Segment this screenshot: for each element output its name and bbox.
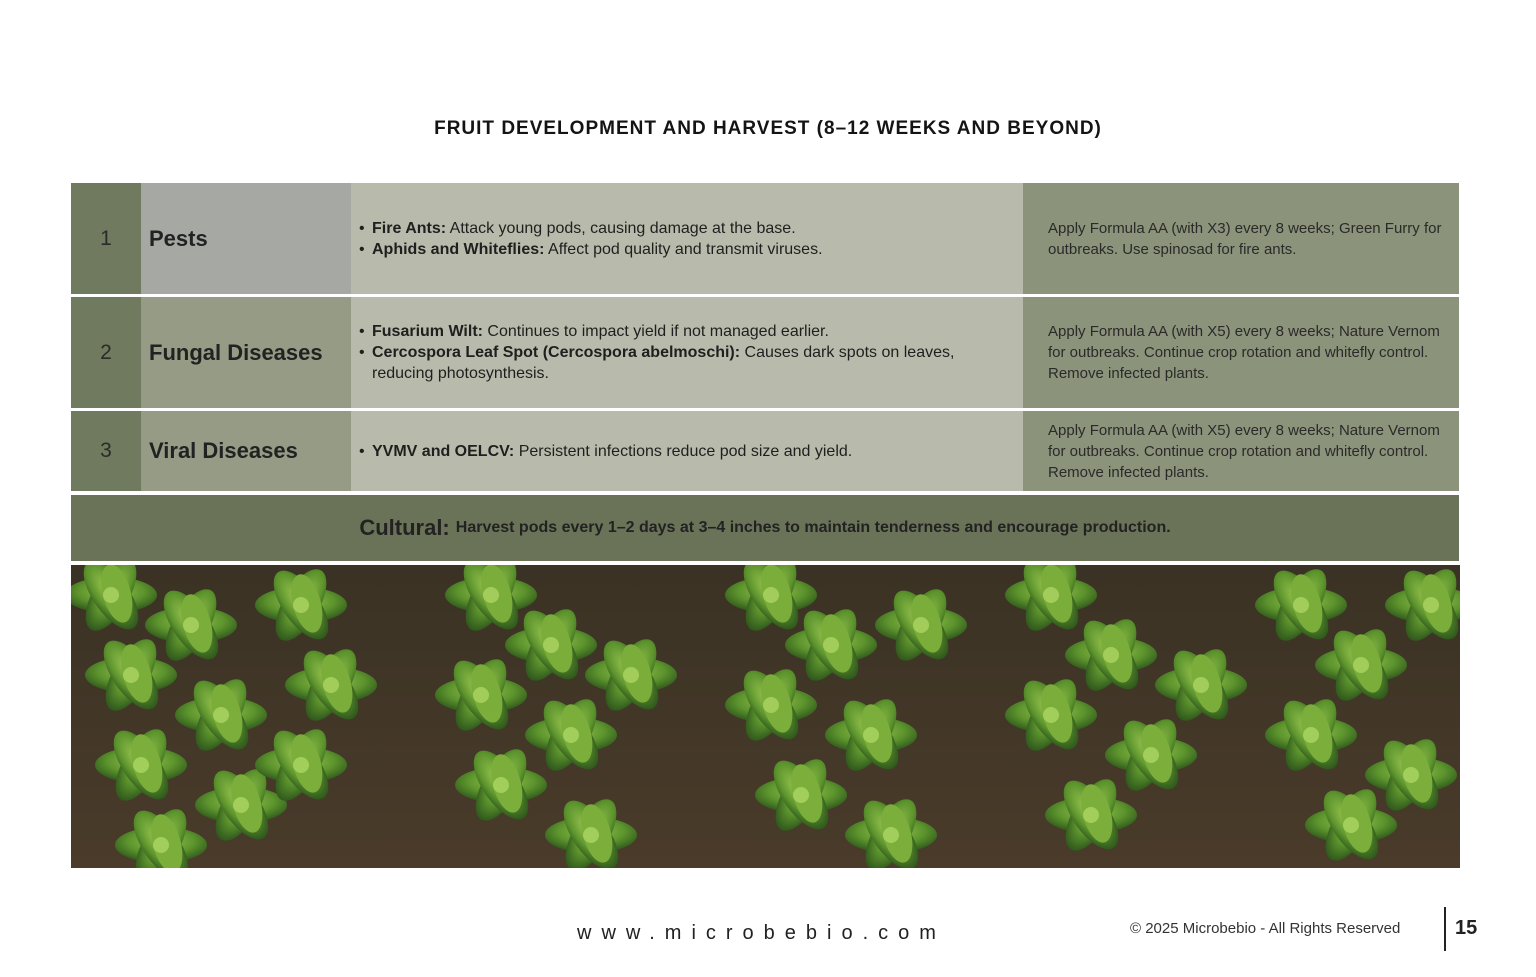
cultural-label: Cultural: [359, 515, 450, 540]
list-item [357, 441, 852, 462]
row-category: Viral Diseases [141, 411, 351, 491]
row-treatment: Apply Formula AA (with X5) every 8 weeks; Nature Vernom for outbreaks. Continue crop rotation and whitefly control. Remove infected plants. [1023, 411, 1459, 491]
item-text: Persistent infections reduce pod size and yield. [514, 442, 853, 460]
row-treatment: Apply Formula AA (with X3) every 8 weeks; Green Furry for outbreaks. Use spinosad for fire ants. [1023, 183, 1459, 294]
row-number: 3 [71, 411, 141, 491]
item-term: Cercospora Leaf Spot (Cercospora abelmoschi): [372, 344, 741, 361]
list-item [357, 342, 1011, 384]
cultural-note [71, 495, 1459, 561]
table-row-fungal-diseases [71, 297, 1459, 408]
item-term: Aphids and Whiteflies: [372, 240, 545, 258]
row-number: 2 [71, 297, 141, 408]
crop-field-photo [71, 565, 1460, 868]
item-text: Affect pod quality and transmit viruses. [544, 240, 823, 258]
footer-divider [1444, 907, 1446, 951]
page-title: FRUIT DEVELOPMENT AND HARVEST (8–12 WEEKS AND BEYOND) [434, 118, 1102, 139]
item-term: Fusarium Wilt: [372, 323, 483, 340]
row-category: Fungal Diseases [141, 297, 351, 408]
table-row-viral-diseases [71, 411, 1459, 491]
footer-website[interactable]: www.microbebio.com [577, 922, 946, 944]
list-item [357, 321, 1011, 342]
item-term: YVMV and OELCV: [372, 442, 515, 460]
item-text: Causes dark spots on leaves, reducing photosynthesis. [372, 344, 955, 382]
row-treatment: Apply Formula AA (with X5) every 8 weeks; Nature Vernom for outbreaks. Continue crop rotation and whitefly control. Remove infected plants. [1023, 297, 1459, 408]
row-description [351, 183, 1023, 294]
item-term: Fire Ants: [372, 219, 447, 237]
row-number: 1 [71, 183, 141, 294]
cultural-text: Harvest pods every 1–2 days at 3–4 inches to maintain tenderness and encourage production. [455, 519, 1171, 536]
list-item [357, 239, 823, 260]
page-number: 15 [1455, 917, 1478, 939]
row-category: Pests [141, 183, 351, 294]
row-description [351, 297, 1023, 408]
row-description [351, 411, 1023, 491]
item-text: Continues to impact yield if not managed earlier. [482, 323, 829, 340]
list-item [357, 218, 823, 239]
footer-copyright: © 2025 Microbebio - All Rights Reserved [1130, 920, 1401, 937]
table-row-pests [71, 183, 1459, 294]
item-text: Attack young pods, causing damage at the base. [446, 219, 796, 237]
